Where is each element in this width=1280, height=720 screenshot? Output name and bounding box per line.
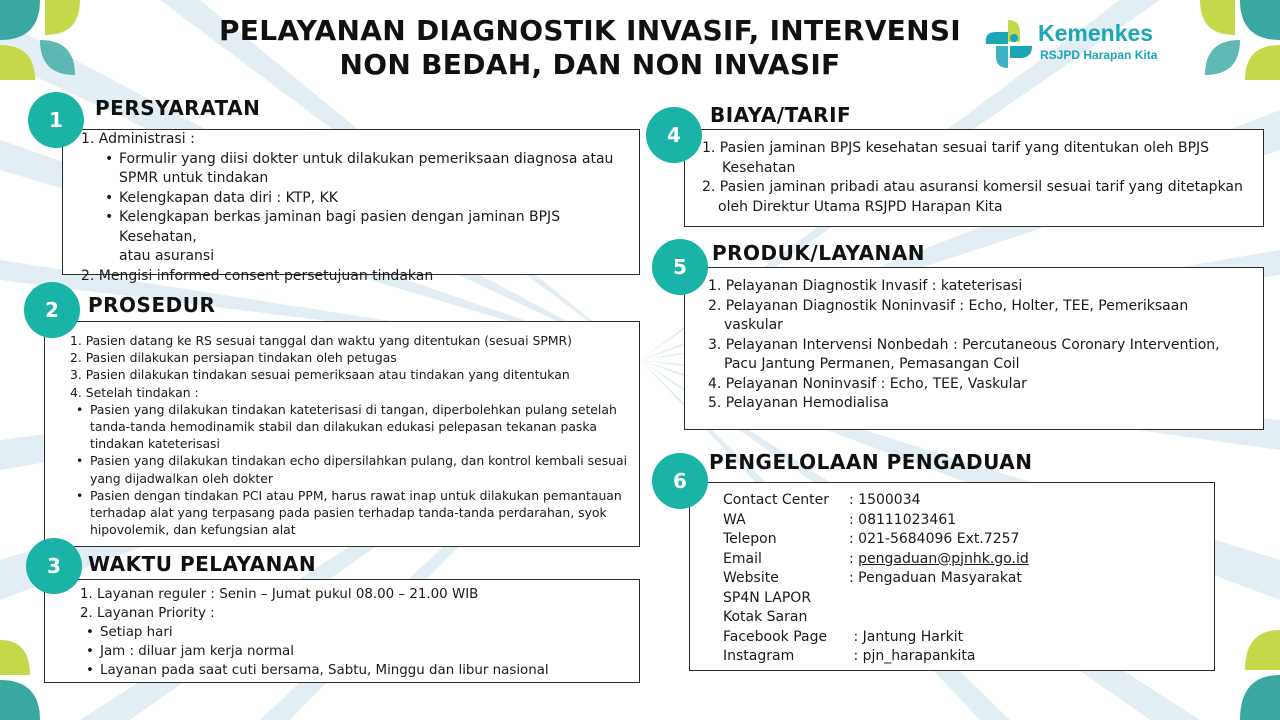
- contact-value: : 08111023461: [849, 511, 957, 528]
- list-item: • Kelengkapan data diri : KTP, KK: [81, 189, 641, 209]
- list-item-text: Layanan pada saat cuti bersama, Sabtu, Minggu dan libur nasional: [100, 663, 549, 678]
- list-item: • Jam : diluar jam kerja normal: [86, 644, 294, 659]
- contact-value: : 1500034: [849, 492, 921, 508]
- contact-row: [723, 491, 1203, 511]
- contact-label: Facebook Page: [723, 628, 828, 645]
- contact-label: Telepon: [723, 531, 777, 547]
- section-number-2: 2: [24, 282, 80, 338]
- contact-row: [723, 569, 1203, 589]
- prosedur-heading: PROSEDUR: [88, 293, 216, 317]
- list-item-text: SPMR untuk tindakan: [119, 170, 269, 186]
- section-number-6: 6: [652, 453, 708, 509]
- list-item-text: Kelengkapan berkas jaminan bagi pasien dengan jaminan BPJS Kesehatan,: [119, 209, 561, 245]
- prosedur-item-2: 2. Pasien dilakukan persiapan tindakan oleh petugas: [70, 350, 397, 366]
- list-item-text: Pacu Jantung Permanen, Pemasangan Coil: [724, 356, 1020, 372]
- section-number-3: 3: [26, 538, 82, 594]
- section-number-4: 4: [646, 107, 702, 163]
- contact-value: : Jantung Harkit: [849, 628, 964, 645]
- page-title: [200, 14, 980, 82]
- section-number-5: 5: [652, 239, 708, 295]
- list-item-text: 2. Pasien jaminan pribadi atau asuransi komersil sesuai tarif yang ditetapkan: [702, 179, 1243, 195]
- list-item-text: Pasien dengan tindakan PCI atau PPM, harus rawat inap untuk dilakukan pemantauan: [90, 487, 622, 503]
- persyaratan-admin-label: 1. Administrasi :: [81, 131, 195, 147]
- contact-row: [723, 511, 1203, 531]
- contact-label: Website: [723, 570, 779, 586]
- persyaratan-item-2: 2. Mengisi informed consent persetujuan tindakan: [81, 267, 434, 284]
- list-item-text: Kesehatan: [722, 159, 796, 176]
- list-item-text: yang dijadwalkan oleh dokter: [90, 470, 273, 486]
- biaya-content: [702, 139, 1260, 217]
- waktu-item-1: 1. Layanan reguler : Senin – Jumat pukul 08.00 – 21.00 WIB: [80, 587, 479, 602]
- kemenkes-logo: [980, 14, 1180, 74]
- contact-label: Kotak Saran: [723, 609, 808, 625]
- contact-row: [723, 530, 1203, 550]
- contact-row: [723, 628, 1203, 648]
- list-item-text: 3. Pelayanan Intervensi Nonbedah : Percutaneous Coronary Intervention,: [708, 336, 1220, 353]
- list-item-text: Jam : diluar jam kerja normal: [100, 644, 294, 659]
- contact-value: : 021-5684096 Ext.7257: [849, 531, 1020, 547]
- list-item-text: terhadap alat yang terpasang pada pasien terhadap tanda-tanda perdarahan, syok: [90, 505, 607, 521]
- contact-label: SP4N LAPOR: [723, 589, 812, 606]
- pengaduan-content: [723, 491, 1203, 667]
- contact-value: : pjn_harapankita: [849, 648, 976, 664]
- prosedur-item-4: 4. Setelah tindakan :: [70, 384, 199, 400]
- list-item-text: atau asuransi: [119, 248, 215, 264]
- list-item-text: Kelengkapan data diri : KTP, KK: [119, 189, 338, 206]
- list-item: • Pasien yang dilakukan tindakan echo dipersilahkan pulang, dan kontrol kembali sesuai yang dijadwalkan oleh dokter: [76, 453, 628, 486]
- corner-leaf-bottom-right: [1220, 630, 1280, 720]
- waktu-content: [80, 585, 636, 680]
- list-item-text: tanda-tanda hemodinamik stabil dan dilakukan edukasi pelepasan tekanan paska: [90, 419, 597, 435]
- contact-label: WA: [723, 511, 746, 528]
- list-item: • Kelengkapan berkas jaminan bagi pasien dengan jaminan BPJS Kesehatan, atau asuransi: [105, 209, 561, 264]
- contact-row: [723, 608, 1203, 628]
- list-item-text: hipovolemik, dan kefungsian alat: [90, 522, 296, 538]
- produk-item-5: 5. Pelayanan Hemodialisa: [708, 395, 889, 411]
- list-item-text: Pasien yang dilakukan tindakan kateterisasi di tangan, diperbolehkan pulang setelah: [90, 401, 617, 417]
- waktu-item-2: 2. Layanan Priority :: [80, 606, 215, 621]
- pengaduan-heading: PENGELOLAAN PENGADUAN: [709, 450, 1033, 474]
- produk-item-4: 4. Pelayanan Noninvasif : Echo, TEE, Vaskular: [708, 375, 1027, 392]
- page-title-line2: NON BEDAH, DAN NON INVASIF: [339, 48, 841, 81]
- logo-subtitle: RSJPD Harapan Kita: [1040, 48, 1158, 62]
- produk-heading: PRODUK/LAYANAN: [712, 241, 926, 265]
- list-item: • Layanan pada saat cuti bersama, Sabtu, Minggu dan libur nasional: [86, 663, 549, 678]
- list-item-text: vaskular: [724, 317, 783, 333]
- contact-value: :: [849, 550, 859, 567]
- list-item-text: Setiap hari: [100, 625, 173, 640]
- list-item-text: oleh Direktur Utama RSJPD Harapan Kita: [718, 198, 1003, 215]
- persyaratan-heading: PERSYARATAN: [95, 96, 261, 120]
- produk-item-2: [708, 297, 1260, 336]
- corner-leaf-top-right: [1190, 0, 1280, 90]
- prosedur-content: [70, 332, 636, 538]
- email-link[interactable]: pengaduan@pjnhk.go.id: [858, 550, 1029, 567]
- list-item: • Pasien dengan tindakan PCI atau PPM, harus rawat inap untuk dilakukan pemantauan terhadap alat yang terpasang pada pasien terhadap tanda-tanda perdarahan, syok hipovolemik, dan kefungsian alat: [76, 487, 622, 538]
- kemenkes-logo-icon: [980, 16, 1036, 72]
- waktu-heading: WAKTU PELAYANAN: [88, 552, 317, 576]
- list-item: • Formulir yang diisi dokter untuk dilakukan pemeriksaan diagnosa atau SPMR untuk tindakan: [105, 150, 614, 186]
- logo-name: Kemenkes: [1038, 20, 1154, 46]
- contact-label: Instagram: [723, 648, 795, 664]
- list-item-text: Formulir yang diisi dokter untuk dilakukan pemeriksaan diagnosa atau: [119, 150, 614, 167]
- contact-row: [723, 589, 1203, 609]
- corner-leaf-top-left: [0, 0, 90, 90]
- biaya-heading: BIAYA/TARIF: [710, 103, 852, 127]
- list-item: • Pasien yang dilakukan tindakan kateterisasi di tangan, diperbolehkan pulang setelah tanda-tanda hemodinamik stabil dan dilakukan edukasi pelepasan tekanan paska tindakan kateterisasi: [76, 401, 617, 452]
- page-title-line1: PELAYANAN DIAGNOSTIK INVASIF, INTERVENSI: [218, 14, 962, 47]
- list-item: • Setiap hari: [86, 625, 173, 640]
- list-item-text: tindakan kateterisasi: [90, 436, 220, 452]
- prosedur-item-3: 3. Pasien dilakukan tindakan sesuai pemeriksaan atau tindakan yang ditentukan: [70, 367, 570, 383]
- contact-row: [723, 647, 1203, 667]
- list-item-text: 2. Pelayanan Diagnostik Noninvasif : Echo, Holter, TEE, Pemeriksaan: [708, 297, 1189, 314]
- produk-item-1: 1. Pelayanan Diagnostik Invasif : kateterisasi: [708, 278, 1023, 294]
- contact-label: Email: [723, 550, 762, 567]
- prosedur-item-1: 1. Pasien datang ke RS sesuai tanggal dan waktu yang ditentukan (sesuai SPMR): [70, 333, 572, 348]
- contact-label: Contact Center: [723, 492, 830, 508]
- persyaratan-content: [81, 130, 641, 286]
- contact-row: [723, 550, 1203, 570]
- section-number-1: 1: [28, 92, 84, 148]
- contact-value: : Pengaduan Masyarakat: [849, 570, 1022, 586]
- list-item-text: Pasien yang dilakukan tindakan echo dipersilahkan pulang, dan kontrol kembali sesuai: [90, 453, 628, 469]
- biaya-item-2: [702, 178, 1260, 217]
- produk-item-3: [708, 336, 1260, 375]
- list-item-text: 1. Pasien jaminan BPJS kesehatan sesuai tarif yang ditentukan oleh BPJS: [702, 140, 1210, 156]
- biaya-item-1: [702, 139, 1260, 178]
- produk-content: [708, 277, 1260, 414]
